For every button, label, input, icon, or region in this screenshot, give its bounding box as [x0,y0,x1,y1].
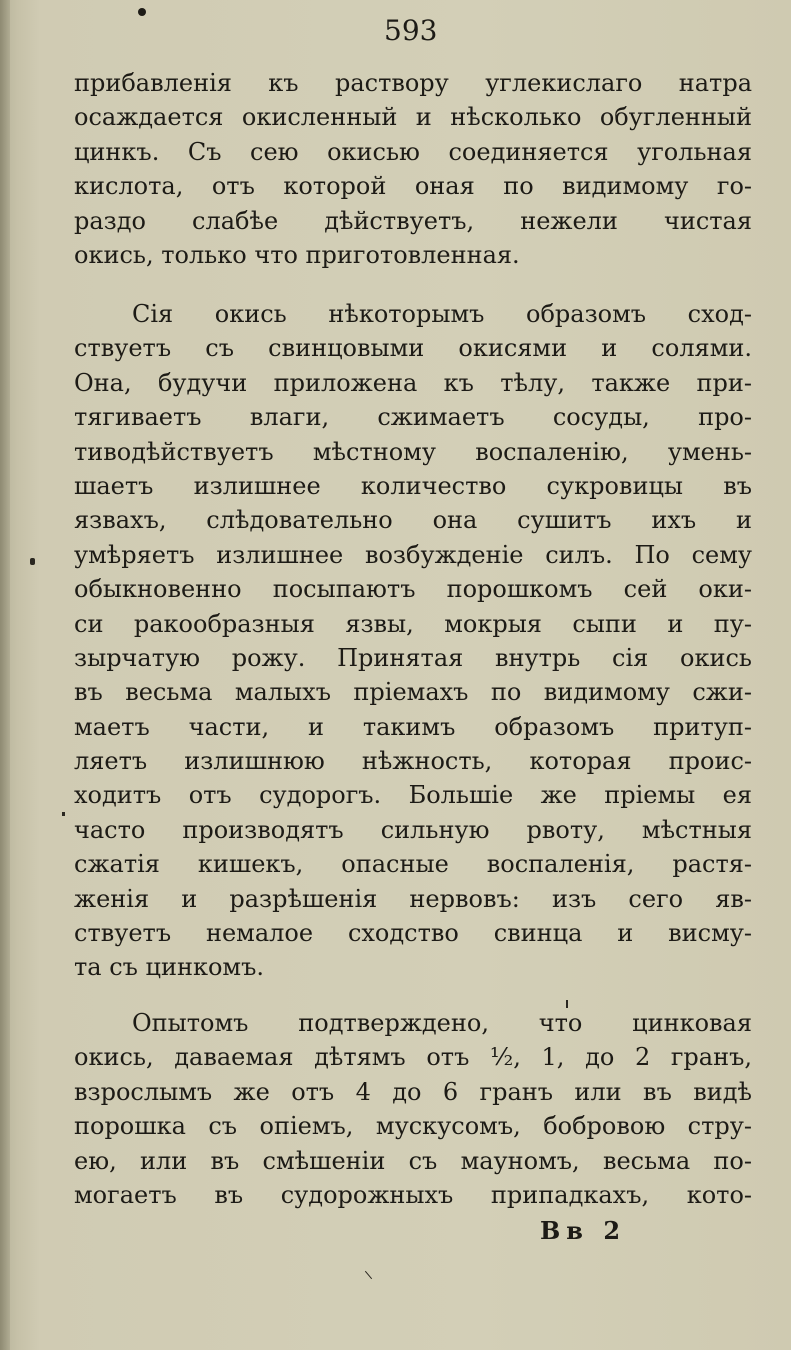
paragraph-2 [74,297,752,985]
text-line: си ракообразныя язвы, мокрыя сыпи и пу- [74,609,752,638]
text-line: тиводѣйствуетъ мѣстному воспаленію, умень- [74,437,752,466]
text-line: въ весьма малыхъ пріемахъ по видимому сжи- [74,678,752,707]
text-line: обыкновенно посыпаютъ порошкомъ сей оки- [74,575,752,604]
ink-speck [30,558,35,565]
text-line: Она, будучи приложена къ тѣлу, также при- [74,368,752,397]
text-line: язвахъ, слѣдовательно она сушитъ ихъ и [74,506,752,535]
text-line: порошка съ опіемъ, мускусомъ, бобровою стру- [74,1112,752,1141]
text-line: сжатія кишекъ, опасные воспаленія, растя- [74,850,752,879]
text-line: ствуетъ немалое сходство свинца и висму- [74,919,752,948]
text-line: цинкъ. Съ сею окисью соединяется угольная [74,137,752,166]
text-line: ходитъ отъ судорогъ. Большіе же пріемы ея [74,781,752,810]
paragraph-1 [74,66,752,272]
text-line: взрослымъ же отъ 4 до 6 гранъ или въ видѣ [74,1077,752,1106]
text-line: кислота, отъ которой оная по видимому го- [74,172,752,201]
text-line: ею, или въ смѣшеніи съ мауномъ, весьма по- [74,1146,752,1175]
text-line: прибавленія къ раствору углекислаго натра [74,69,752,97]
ink-speck [62,812,65,816]
binding-gutter [0,0,10,1350]
ink-speck [566,1000,568,1008]
text-line: Сія окись нѣкоторымъ образомъ сход- [132,300,752,328]
text-line: могаетъ въ судорожныхъ припадкахъ, кото- [74,1180,752,1209]
text-line: окись, только что приготовленная. [74,240,520,269]
printer-signature-mark: Вв 2 [540,1216,627,1245]
text-line: та съ цинкомъ. [74,953,264,982]
text-line: женія и разрѣшенія нервовъ: изъ сего яв- [74,884,752,913]
text-line: маетъ части, и такимъ образомъ притуп- [74,712,752,741]
text-line: ствуетъ съ свинцовыми окисями и солями. [74,334,752,363]
text-line: часто производятъ сильную рвоту, мѣстныя [74,815,752,844]
text-line: ляетъ излишнюю нѣжность, которая проис- [74,747,752,776]
paragraph-3 [74,1006,752,1212]
text-line: Опытомъ подтверждено, что цинковая [132,1009,752,1037]
text-line: зырчатую рожу. Принятая внутрь сія окись [74,643,752,672]
text-line: тягиваетъ влаги, сжимаетъ сосуды, про- [74,403,752,432]
text-line: шаетъ излишнее количество сукровицы въ [74,471,752,500]
text-line: умѣряетъ излишнее возбужденіе силъ. По сему [74,540,752,569]
text-line: осаждается окисленный и нѣсколько обугленный [74,103,752,132]
ink-dot [138,8,146,16]
ink-speck [365,1271,372,1279]
text-line: раздо слабѣе дѣйствуетъ, нежели чистая [74,206,752,235]
page-number: 593 [384,14,438,47]
text-line: окись, даваемая дѣтямъ отъ ½, 1, до 2 гранъ, [74,1043,752,1072]
